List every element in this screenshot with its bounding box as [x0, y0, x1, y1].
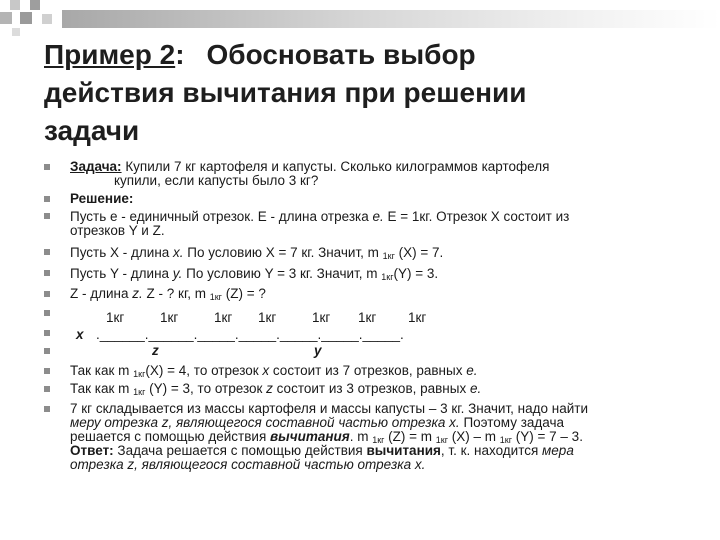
bullet-marker [44, 368, 50, 374]
segment-label: 1кг [106, 310, 125, 325]
segment-y-label: у [314, 343, 322, 358]
slide-title: Пример 2: Обосновать выбор действия вычитания при решении задачи [44, 36, 684, 150]
segment-label: 1кг [312, 310, 331, 325]
segment-z-label: z [152, 343, 159, 358]
bullet-marker [44, 164, 50, 170]
segment-label: 1кг [258, 310, 277, 325]
title-line2: действия вычитания при решении [44, 77, 527, 108]
title-line1: Обосновать выбор [206, 39, 476, 70]
segment-label: 1кг [214, 310, 233, 325]
conclusion-line3: решается с помощью действия вычитания. m $_{1кг}$ (Z) = m $_{1кг}$ (X) – m $_{1кг}$ (Y) = 7 – 3. [70, 429, 583, 445]
y-line: Пусть Y - длина у. По условию Y = 3 кг. Значит, m $_{1кг}$(Y) = 3. [70, 266, 439, 282]
segment-label: 1кг [358, 310, 377, 325]
bullet-marker [44, 310, 50, 316]
task-line: Задача: Купили 7 кг картофеля и капусты. Сколько килограммов картофеля [70, 159, 550, 174]
answer-line1: Ответ: Задача решается с помощью действия вычитания, т. к. находится мера [70, 443, 574, 458]
example-label: Пример 2 [44, 39, 176, 70]
segment-x-label: х [76, 327, 84, 342]
z-line: Z - длина z. Z - ? кг, m $_{1кг}$ (Z) = ? [70, 286, 266, 302]
header-gradient-bar [62, 10, 720, 28]
bullet-marker [44, 213, 50, 219]
bullet-marker [44, 406, 50, 412]
bullet-marker [44, 348, 50, 354]
unit-segment-line: Пусть е - единичный отрезок. Е - длина отрезка е. Е = 1кг. Отрезок X состоит из [70, 209, 570, 224]
bullet-marker [44, 249, 50, 255]
unit-segment-line-cont: отрезков Y и Z. [70, 223, 165, 238]
segment-label: 1кг [160, 310, 179, 325]
title-line3: задачи [44, 115, 140, 146]
bullet-marker [44, 291, 50, 297]
conclusion-line2: меру отрезка z, являющегося составной частью отрезка х. Поэтому задача [70, 415, 565, 430]
x-line: Пусть X - длина х. По условию X = 7 кг. Значит, m $_{1кг}$ (X) = 7. [70, 245, 444, 261]
since-x-line: Так как m $_{1кг}$(X) = 4, то отрезок х состоит из 7 отрезков, равных е. [70, 363, 478, 379]
bullet-marker [44, 270, 50, 276]
bullet-marker [44, 196, 50, 202]
bullet-marker [44, 386, 50, 392]
since-y-line: Так как m $_{1кг}$ (Y) = 3, то отрезок z состоит из 3 отрезков, равных е. [70, 381, 482, 397]
segment-label: 1кг [408, 310, 427, 325]
solution-label: Решение: [70, 191, 134, 206]
segment-line: .______.______._____._____._____._____._____. [96, 327, 404, 342]
bullet-marker [44, 330, 50, 336]
answer-line2: отрезка z, являющегося составной частью отрезка х. [70, 457, 426, 472]
conclusion-line1: 7 кг складывается из массы картофеля и массы капусты – 3 кг. Значит, надо найти [70, 401, 588, 416]
task-line-cont: купили, если капусты было 3 кг? [114, 173, 319, 188]
